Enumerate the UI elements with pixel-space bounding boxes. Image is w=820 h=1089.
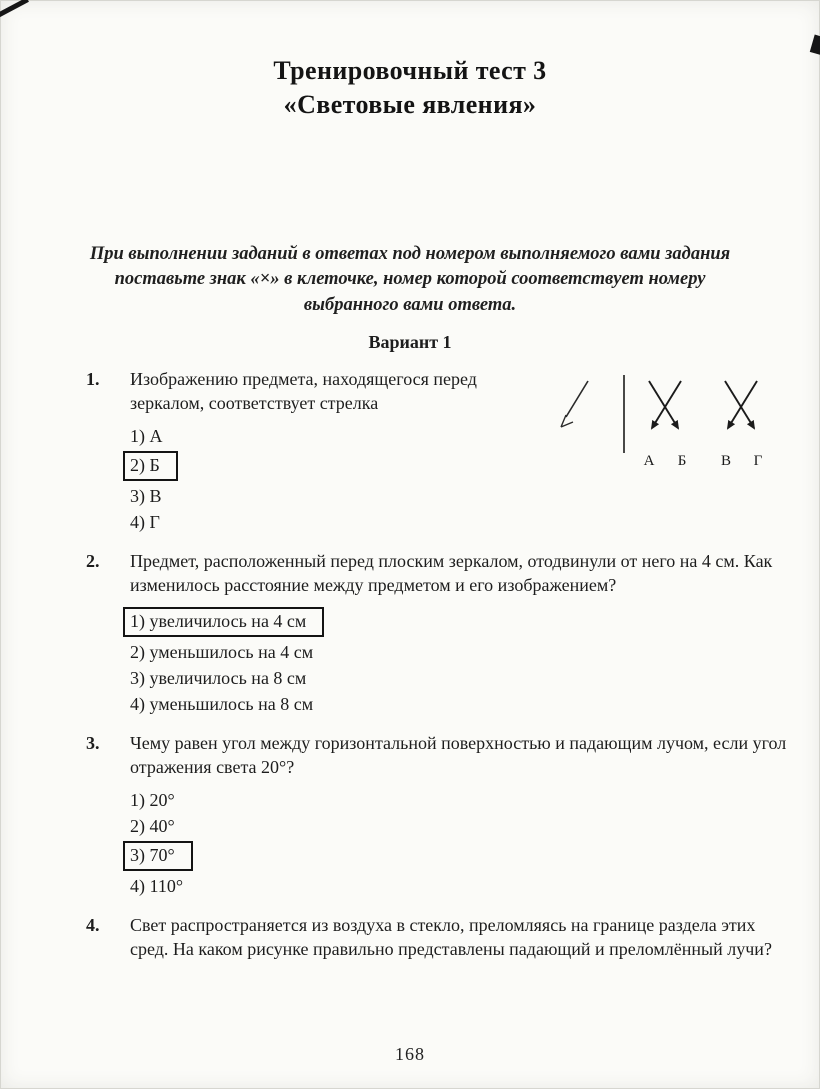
answer-option: 1) 20°	[130, 790, 175, 811]
answer-option-row	[130, 839, 792, 873]
marked-answer-box	[123, 451, 178, 481]
question-3-options	[130, 787, 792, 899]
answer-option: 2) Б	[130, 455, 160, 476]
answer-option: 4) Г	[130, 512, 160, 533]
variant-heading: Вариант 1	[368, 332, 452, 353]
question-2-text: Предмет, расположенный перед плоским зеркалом, отодвинули от него на 4 см. Как изменилось расстояние между предметом и его изображением?	[130, 551, 773, 596]
question-4-body	[130, 913, 792, 961]
question-1	[86, 367, 792, 535]
crossed-arrows-left-icon	[649, 381, 681, 428]
answer-option: 2) уменьшилось на 4 см	[130, 642, 314, 663]
answer-option: 3) 70°	[130, 845, 175, 866]
question-2	[86, 549, 792, 717]
answer-option-row	[130, 605, 792, 639]
question-4-number: 4.	[86, 915, 100, 936]
test-instructions: При выполнении заданий в ответах под номером выполняемого вами задания поставьте знак «×» в клеточке, номер которой соответствует номеру выбранного вами ответа.	[89, 243, 731, 316]
question-4-text: Свет распространяется из воздуха в стекло, преломляясь на границе раздела этих сред. На каком рисунке правильно представлены падающий и преломлённый лучи?	[130, 915, 772, 960]
answer-option: 4) 110°	[130, 876, 184, 897]
question-3-body	[130, 731, 792, 899]
figure-label-v: В	[720, 453, 732, 470]
answer-option: 3) увеличилось на 8 см	[130, 668, 307, 689]
test-title-line2: «Световые явления»	[283, 89, 537, 119]
page-number: 168	[395, 1044, 425, 1064]
answer-option: 3) В	[130, 486, 162, 507]
crossed-arrows-right-icon	[725, 381, 757, 428]
answer-option: 4) уменьшилось на 8 см	[130, 694, 314, 715]
page-title	[0, 0, 820, 122]
object-arrow-icon	[561, 381, 588, 427]
question-3	[86, 731, 792, 899]
question-4	[86, 913, 792, 961]
question-2-number: 2.	[86, 551, 100, 572]
question-2-options	[130, 605, 792, 717]
test-title-line1: Тренировочный тест 3	[273, 56, 547, 85]
figure-label-a: А	[643, 453, 655, 470]
question-2-body	[130, 549, 792, 717]
answer-option: 1) А	[130, 426, 163, 447]
question-1-text: Изображению предмета, находящегося перед зеркалом, соответствует стрелка	[130, 369, 477, 414]
figure-label-g: Г	[753, 453, 763, 470]
answer-option: 2) 40°	[130, 816, 175, 837]
question-1-number: 1.	[86, 369, 100, 390]
question-3-text: Чему равен угол между горизонтальной поверхностью и падающим лучом, если угол отражения света 20°?	[130, 733, 787, 778]
marked-answer-box	[123, 607, 324, 637]
question-3-number: 3.	[86, 733, 100, 754]
marked-answer-box	[123, 841, 193, 871]
question-1-figure	[532, 373, 778, 479]
figure-label-b: Б	[677, 453, 687, 470]
answer-option: 1) увеличилось на 4 см	[130, 611, 307, 632]
